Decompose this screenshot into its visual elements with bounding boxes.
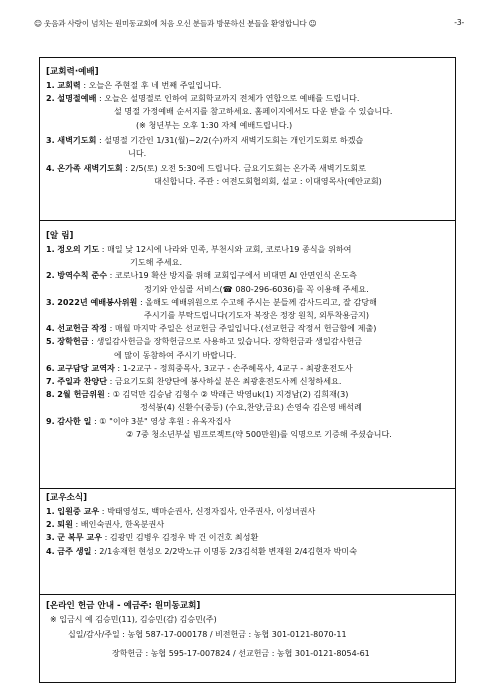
list-item: 1. 입원중 교우 : 박태영성도, 백마순권사, 신정자집사, 안주권사, 이성녀권사	[46, 506, 316, 516]
list-item: 2. 설명절예배 : 오늘은 설명절로 인하여 교회학교까지 전체가 연합으로 예배를 드립니다. 설 명절 가정예배 순서지를 참고하세요. 홈페이지에서도 다운 받을 수 있습니다. (※ 청년부는 오후 1:30 자체 예배드립니다.)	[46, 93, 393, 130]
list-item: 1. 교회력 : 오늘은 주현절 후 네 번째 주일입니다.	[46, 80, 222, 90]
list-item: 9. 감사한 일 : ① "이야 3분" 영상 후원 : 유옥자집사 ② 7중 청소년부실 빔프로젝트(약 500만원)를 익명으로 기증해 주셨습니다.	[46, 415, 392, 439]
list-item: 5. 장학헌금 : 생일감사헌금을 장학헌금으로 사용하고 있습니다. 장학헌금과 생일감사헌금 에 많이 동참하여 주시기 바랍니다.	[46, 336, 363, 360]
list-item: 4. 선교헌금 작정 : 매월 마지막 주일은 선교헌금 주일입니다.(선교헌금 작정서 헌금함에 제출)	[46, 323, 377, 334]
worship-section	[40, 66, 457, 189]
section-title: [알 림]	[46, 231, 74, 241]
list-item: 1. 정오의 기도 : 매일 낮 12시에 나라와 민족, 부천시와 교회, 코로나19 종식을 위하여 기도해 주세요.	[46, 244, 352, 268]
notices-section	[40, 230, 457, 441]
offering-note: ※ 입금시 예 김승민(11), 김승민(감) 김승민(주)	[50, 615, 217, 624]
divider	[40, 488, 455, 489]
list-item: 3. 군 복무 교우 : 김광민 김병우 김정우 박 건 이건호 최성환	[46, 532, 259, 543]
list-item: 4. 온가족 새벽기도회 : 2/5(토) 오전 5:30에 드립니다. 금요기도회는 온가족 새벽기도회로 대신합니다. 주관 : 여전도회협의회, 설교 : 이대영목사(예안교회)	[46, 163, 382, 187]
account-line: 십일/감사/주일 : 농협 587-17-000178 / 비전헌금 : 농협 301-0121-8070-11	[68, 630, 347, 639]
section-title: [교회력·예배]	[46, 67, 99, 77]
list-item: 3. 2022년 예배봉사위원 : 올해도 예배위원으로 수고해 주시는 분들께 감사드리고, 잘 감당해 주시기를 부탁드립니다(기도자 복장은 정장 원칙, 외투착용금지)	[46, 296, 377, 321]
page-number: -3-	[454, 18, 464, 27]
list-item: 7. 주일과 찬양단 : 금요기도회 찬양단에 봉사하실 분은 최광훈전도사께 신청하세요.	[46, 376, 342, 387]
offering-section	[40, 600, 457, 660]
section-title: [교우소식]	[46, 493, 88, 503]
section-title: [온라인 헌금 안내 - 예금주: 원미동교회]	[46, 601, 201, 611]
account-line: 장학헌금 : 농협 595-17-007824 / 선교헌금 : 농협 301-0121-8054-61	[112, 649, 370, 658]
welcome-text: ☺ 웃음과 사랑이 넘치는 원미동교회에 처음 오신 분들과 방문하신 분들을 환영합니다 ☺	[34, 19, 317, 28]
pastoral-section	[40, 492, 457, 558]
list-item: 8. 2월 헌금위원 : ① 김덕만 김승남 김형수 ② 박래근 박영uk(1) 지경남(2) 김희재(3) 정석봉(4) 신환수(중등) (수요,찬양,금요) 손영숙 김은영 배석례	[46, 389, 362, 413]
list-item: 4. 금주 생일 : 2/1송재헌 현성오 2/2박노규 이명동 2/3김석환 변재원 2/4김현자 박미숙	[46, 545, 358, 556]
list-item: 6. 교구담당 교역자 : 1-2교구 - 정희중목사, 3교구 - 손주혜목사, 4교구 - 최광훈전도사	[46, 362, 353, 373]
list-item: 2. 방역수칙 준수 : 코로나19 확산 방지를 위해 교회입구에서 비대면 AI 안면인식 온도측 정기와 안심콜 서비스(☎ 080-296-6036)를 꼭 이용해 주세요.	[46, 270, 369, 294]
list-item: 3. 새벽기도회 : 설명절 기간인 1/31(월)~2/2(수)까지 새벽기도회는 개인기도회로 하겠습 니다.	[46, 134, 364, 159]
divider	[40, 220, 455, 221]
bulletin-box	[39, 57, 456, 683]
page-header	[34, 18, 464, 29]
list-item: 2. 퇴원 : 배인숙권사, 한옥분권사	[46, 519, 165, 530]
divider	[40, 594, 455, 595]
